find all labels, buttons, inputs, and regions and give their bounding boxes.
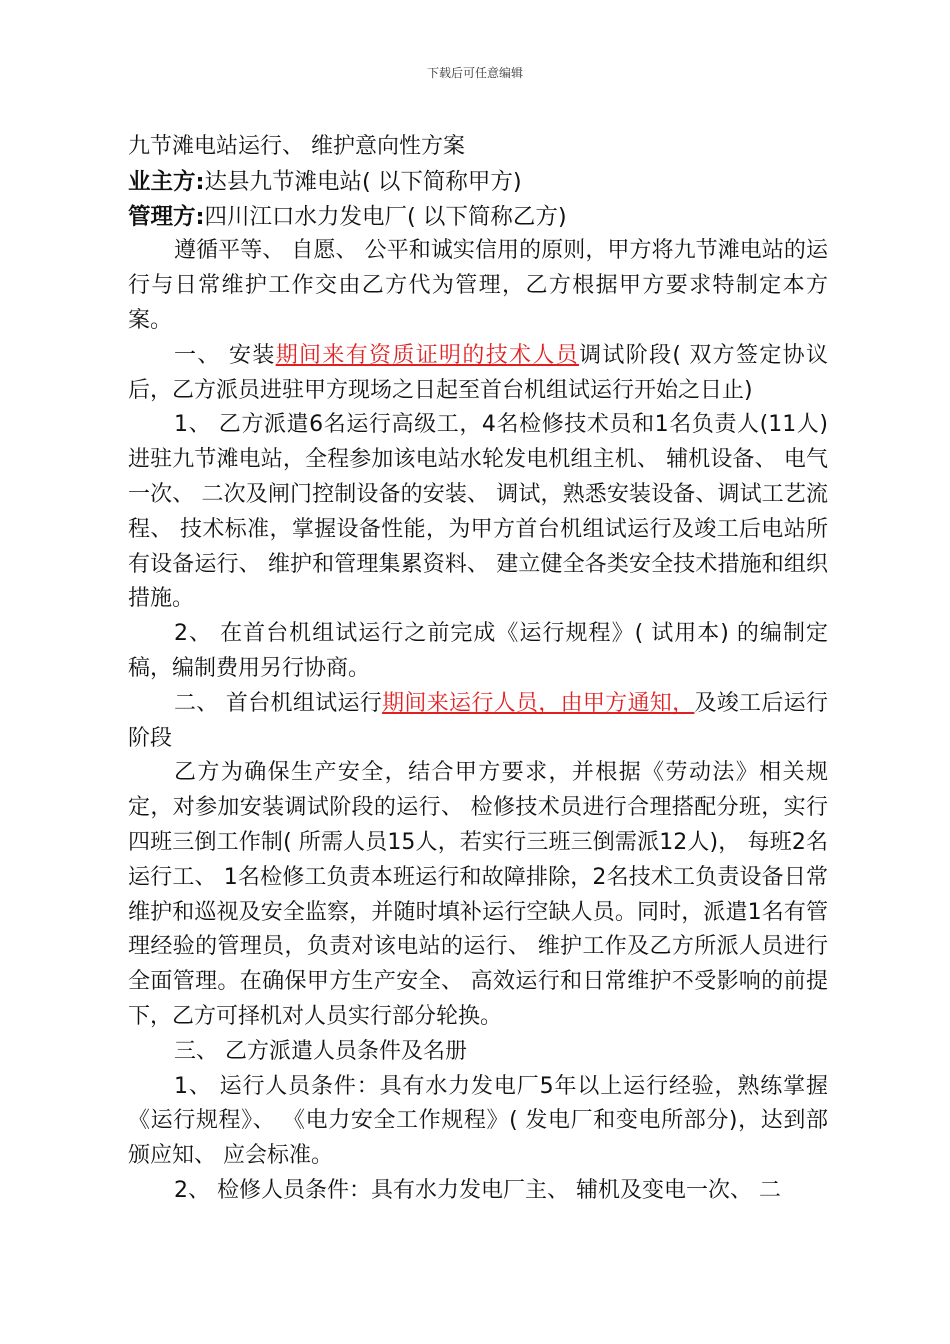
section-2-heading — [128, 687, 828, 757]
section-1-item-2: 2、 在首台机组试运行之前完成《运行规程》( 试用本) 的编制定稿，编制费用另行协商。 — [128, 621, 828, 681]
section-1-prefix: 一、 安装 — [174, 342, 276, 368]
manager-label: 管理方: — [128, 203, 205, 230]
section-3-heading: 三、 乙方派遣人员条件及名册 — [174, 1038, 467, 1064]
intro-paragraph: 遵循平等、 自愿、 公平和诚实信用的原则，甲方将九节滩电站的运行与日常维护工作交由乙方代为管理，乙方根据甲方要求特制定本方案。 — [128, 238, 828, 333]
section-1-rest: 调试阶段( 双方签定协议后，乙方派员进驻甲方现场之日起至首台机组试运行开始之日止) — [128, 342, 828, 403]
section-2-body: 乙方为确保生产安全，结合甲方要求，并根据《劳动法》相关规定，对参加安装调试阶段的运行、 检修技术员进行合理搭配分班，实行四班三倒工作制( 所需人员15人，若实行三班三倒需派12人)， 每班2名运行工、 1名检修工负责本班运行和故障排除，2名技术工负责设备日常维护和巡视及安全监察，并随时填补运行空缺人员。同时，派遣1名有管理经验的管理员，负责对该电站的运行、 维护工作及乙方所派人员进行全面管理。在确保甲方生产安全、 高效运行和日常维护不受影响的前提下，乙方可择机对人员实行部分轮换。 — [128, 760, 828, 1029]
owner-line — [128, 165, 828, 200]
owner-label: 业主方: — [128, 168, 205, 195]
section-1-red-annotation: 期间来有资质证明的技术人员 — [275, 342, 580, 368]
section-2-rest: 及竣工后运行阶段 — [128, 690, 828, 751]
header-note: 下载后可任意编辑 — [426, 66, 523, 80]
section-3-item-2: 2、 检修人员条件：具有水力发电厂主、 辅机及变电一次、 二 — [174, 1177, 781, 1203]
owner-text: 达县九节滩电站( 以下简称甲方) — [204, 168, 522, 195]
document-title: 九节滩电站运行、 维护意向性方案 — [128, 134, 465, 159]
section-1-item-1: 1、 乙方派遣6名运行高级工，4名检修技术员和1名负责人(11人)进驻九节滩电站，全程参加该电站水轮发电机组主机、 辅机设备、 电气一次、 二次及闸门控制设备的安装、 调试，熟悉安装设备、调试工艺流程、 技术标准，掌握设备性能，为甲方首台机组试运行及竣工后电站所有设备运行、 维护和管理集累资料、 建立健全各类安全技术措施和组织措施。 — [128, 412, 828, 612]
manager-line — [128, 200, 828, 235]
section-2-red-annotation: 期间来运行人员，由甲方通知， — [382, 690, 695, 716]
document-body — [128, 130, 828, 1209]
manager-text: 四川江口水力发电厂( 以下简称乙方) — [204, 203, 567, 230]
section-3-item-1: 1、 运行人员条件：具有水力发电厂5年以上运行经验，熟练掌握《运行规程》、 《电力安全工作规程》( 发电厂和变电所部分)，达到部颁应知、 应会标准。 — [128, 1073, 828, 1169]
section-1-heading — [128, 339, 828, 409]
section-2-prefix: 二、 首台机组试运行 — [174, 690, 383, 716]
